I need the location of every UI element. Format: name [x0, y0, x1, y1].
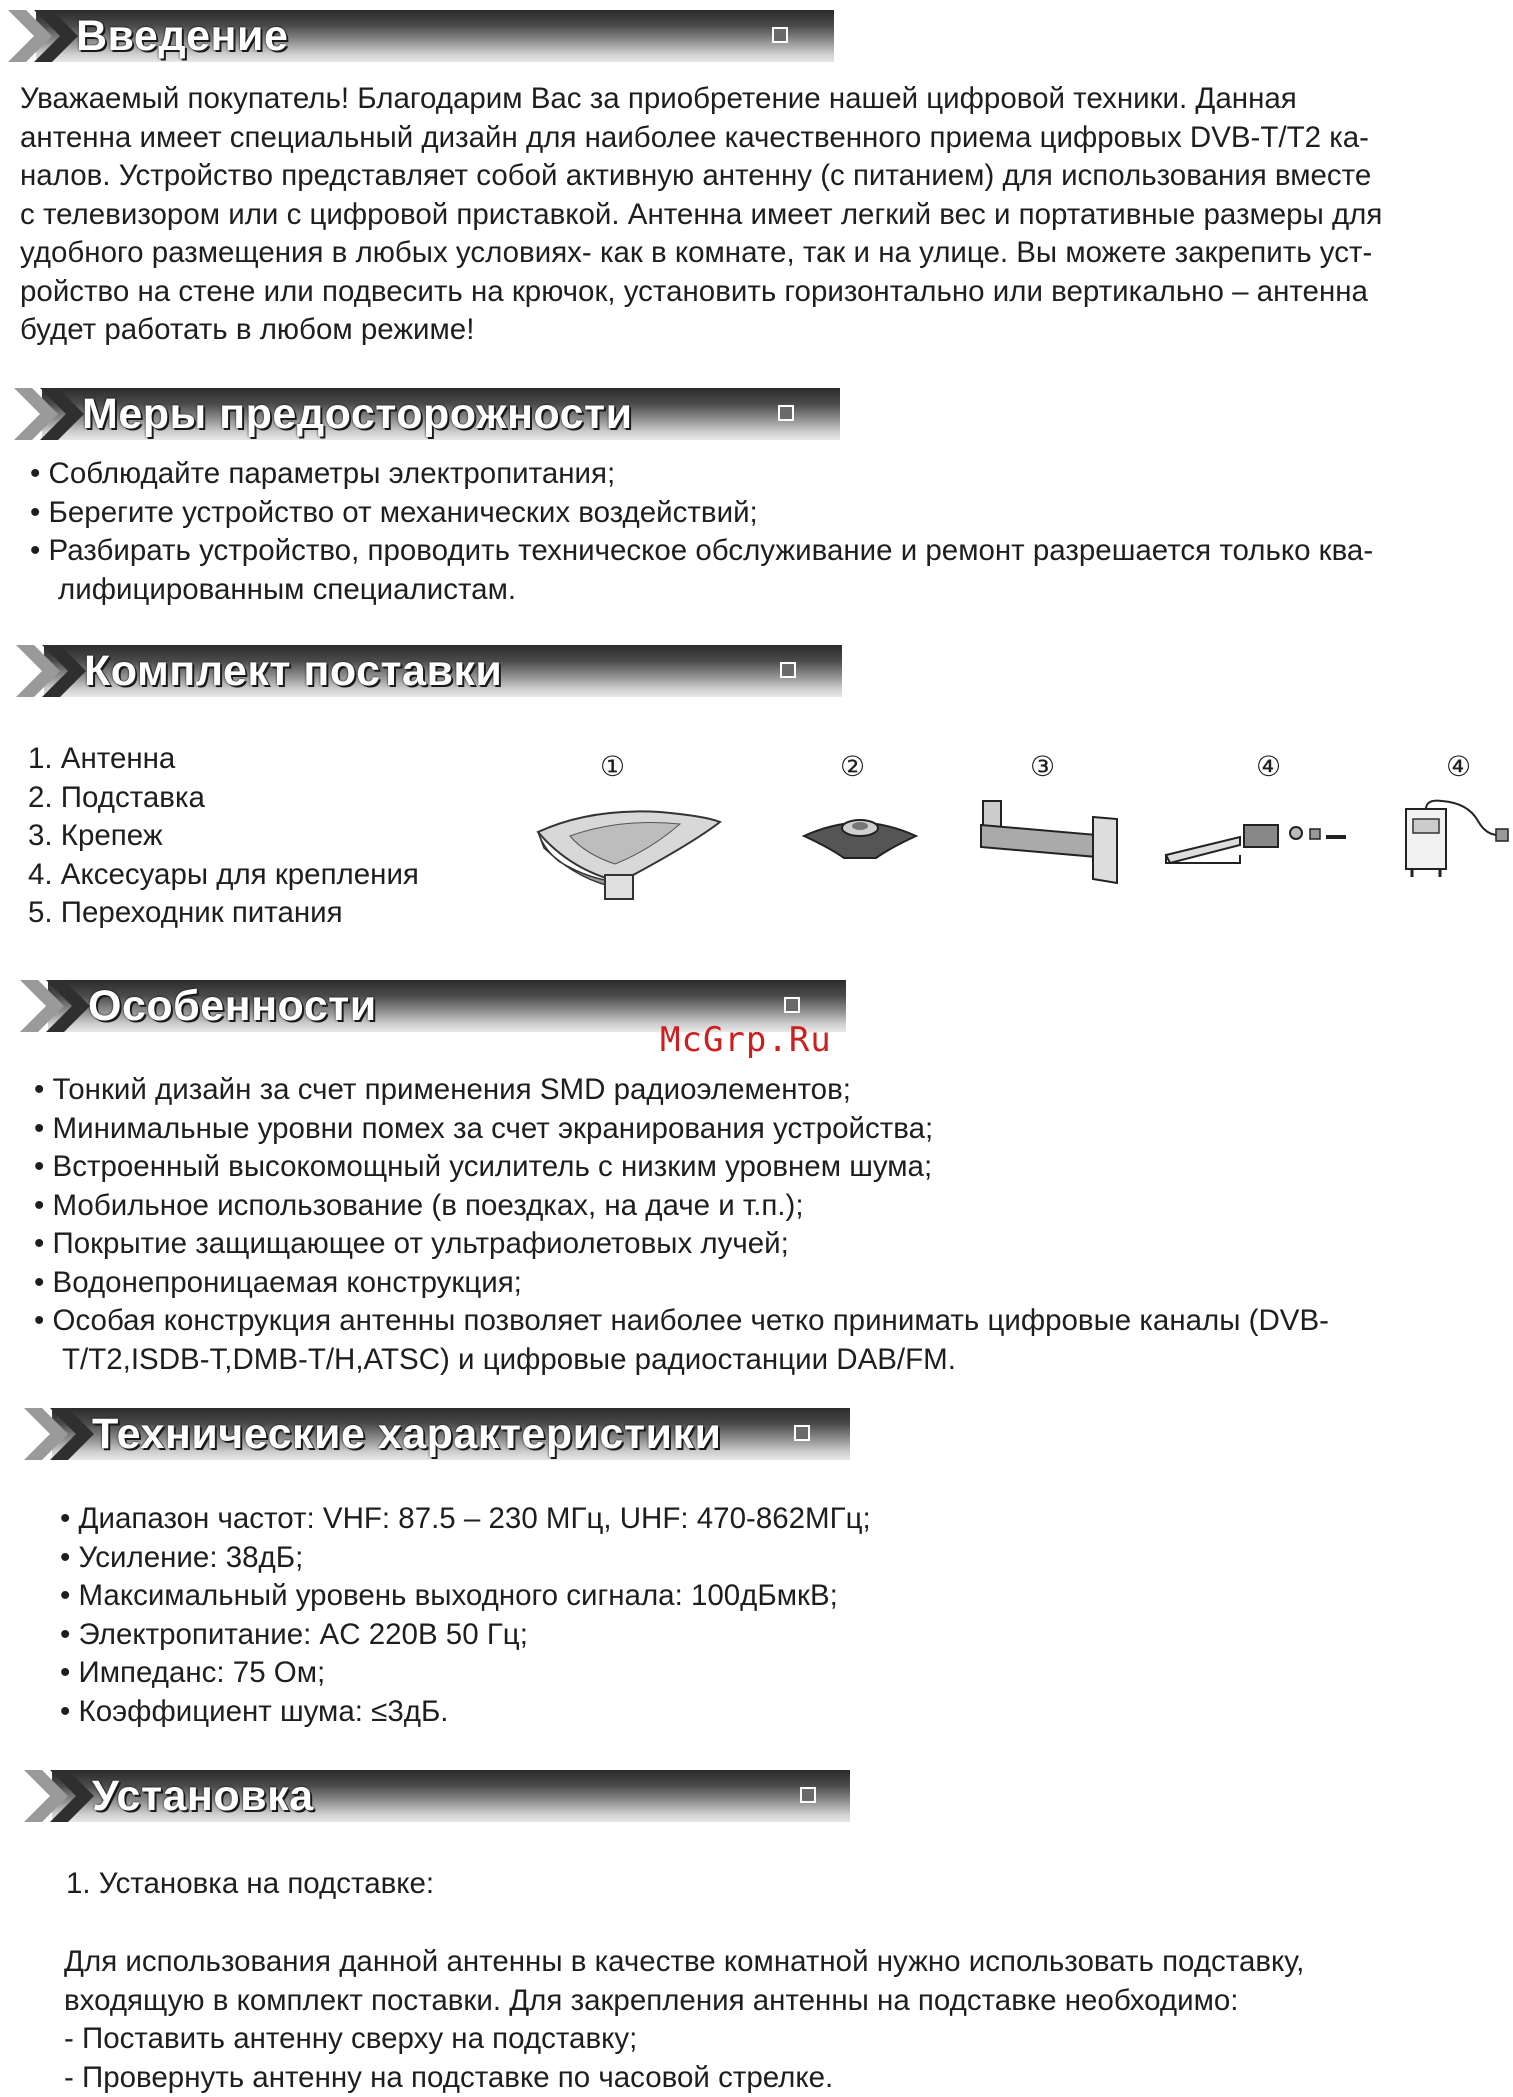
intro-line: антенна имеет специальный дизайн для наиболее качественного приема цифровых DVB-T/T2 ка- — [20, 119, 1500, 158]
list-item: • Диапазон частот: VHF: 87.5 – 230 МГц, UHF: 470-862МГц; — [60, 1500, 1360, 1539]
list-item: • Особая конструкция антенны позволяет наиболее четко принимать цифровые каналы (DVB-T/T2,ISDB-T,DMB-T/H,ATSC) и цифровые радиостанции DAB/FM. — [34, 1302, 1392, 1379]
figure-label: ② — [840, 750, 865, 783]
section-title: Комплект поставки — [84, 647, 502, 696]
list-item: • Берегите устройство от механических воздействий; — [30, 494, 1492, 533]
list-item: • Импеданс: 75 Ом; — [60, 1654, 1360, 1693]
install-instructions — [64, 1943, 1484, 2097]
watermark: McGrp.Ru — [660, 1020, 832, 1060]
list-item: • Электропитание: AC 220В 50 Гц; — [60, 1616, 1360, 1655]
square-icon — [784, 997, 800, 1013]
section-header-precautions — [14, 388, 840, 440]
figure-label: ① — [600, 750, 625, 783]
square-icon — [780, 662, 796, 678]
list-item: • Максимальный уровень выходного сигнала: 100дБмкВ; — [60, 1577, 1360, 1616]
section-title: Установка — [92, 1772, 314, 1821]
install-line: - Провернуть антенну на подставке по часовой стрелке. — [64, 2059, 1484, 2097]
list-item: 4. Аксесуары для крепления — [28, 856, 419, 895]
list-item: 2. Подставка — [28, 779, 419, 818]
section-header-intro — [8, 10, 834, 62]
list-item: • Водонепроницаемая конструкция; — [34, 1264, 1454, 1303]
list-item: • Коэффициент шума: ≤3дБ. — [60, 1693, 1360, 1732]
section-title: Особенности — [88, 982, 377, 1031]
section-header-install — [24, 1770, 850, 1822]
section-title: Технические характеристики — [92, 1410, 721, 1459]
square-icon — [778, 405, 794, 421]
intro-paragraph — [20, 80, 1500, 350]
list-item: • Мобильное использование (в поездках, на даче и т.п.); — [34, 1187, 1454, 1226]
square-icon — [800, 1787, 816, 1803]
features-list — [34, 1071, 1454, 1379]
section-header-specs — [24, 1408, 850, 1460]
list-item: 5. Переходник питания — [28, 894, 419, 933]
figure-label: ④ — [1446, 750, 1471, 783]
intro-line: будет работать в любом режиме! — [20, 311, 1500, 350]
stand-image — [800, 800, 920, 870]
install-line: входящую в комплект поставки. Для закрепления антенны на подставке необходимо: — [64, 1982, 1484, 2021]
list-item: • Минимальные уровни помех за счет экранирования устройства; — [34, 1110, 1454, 1149]
list-item: • Разбирать устройство, проводить техническое обслуживание и ремонт разрешается только ква-лифицированным специалистам. — [30, 532, 1498, 609]
square-icon — [772, 27, 788, 43]
intro-line: удобного размещения в любых условиях- как в комнате, так и на улице. Вы можете закрепить уст- — [20, 234, 1500, 273]
bracket-image — [975, 795, 1125, 890]
intro-line: налов. Устройство представляет собой активную антенну (с питанием) для использования вместе — [20, 157, 1500, 196]
list-item: • Усиление: 38дБ; — [60, 1539, 1360, 1578]
intro-line: с телевизором или с цифровой приставкой. Антенна имеет легкий вес и портативные размеры для — [20, 196, 1500, 235]
intro-line: ройство на стене или подвесить на крючок, установить горизонтально или вертикально – антенна — [20, 273, 1500, 312]
list-item: 3. Крепеж — [28, 817, 419, 856]
square-icon — [794, 1425, 810, 1441]
kit-list — [28, 740, 419, 933]
section-title: Введение — [76, 12, 288, 61]
list-item: • Покрытие защищающее от ультрафиолетовых лучей; — [34, 1225, 1454, 1264]
install-line: - Поставить антенну сверху на подставку; — [64, 2020, 1484, 2059]
install-step-title: 1. Установка на подставке: — [66, 1865, 434, 1904]
list-item: • Тонкий дизайн за счет применения SMD радиоэлементов; — [34, 1071, 1454, 1110]
antenna-image — [530, 790, 730, 905]
figure-label: ③ — [1030, 750, 1055, 783]
intro-line: Уважаемый покупатель! Благодарим Вас за приобретение нашей цифровой техники. Данная — [20, 80, 1500, 119]
power-adapter-image — [1398, 795, 1513, 885]
list-item: 1. Антенна — [28, 740, 419, 779]
precautions-list — [30, 455, 1492, 609]
install-line: Для использования данной антенны в качестве комнатной нужно использовать подставку, — [64, 1943, 1484, 1982]
list-item: • Соблюдайте параметры электропитания; — [30, 455, 1492, 494]
section-title: Меры предосторожности — [82, 390, 633, 439]
list-item: • Встроенный высокомощный усилитель с низким уровнем шума; — [34, 1148, 1454, 1187]
figure-label: ④ — [1256, 750, 1281, 783]
section-header-kit — [16, 645, 842, 697]
accessories-image — [1160, 815, 1350, 875]
specs-list — [60, 1500, 1360, 1731]
